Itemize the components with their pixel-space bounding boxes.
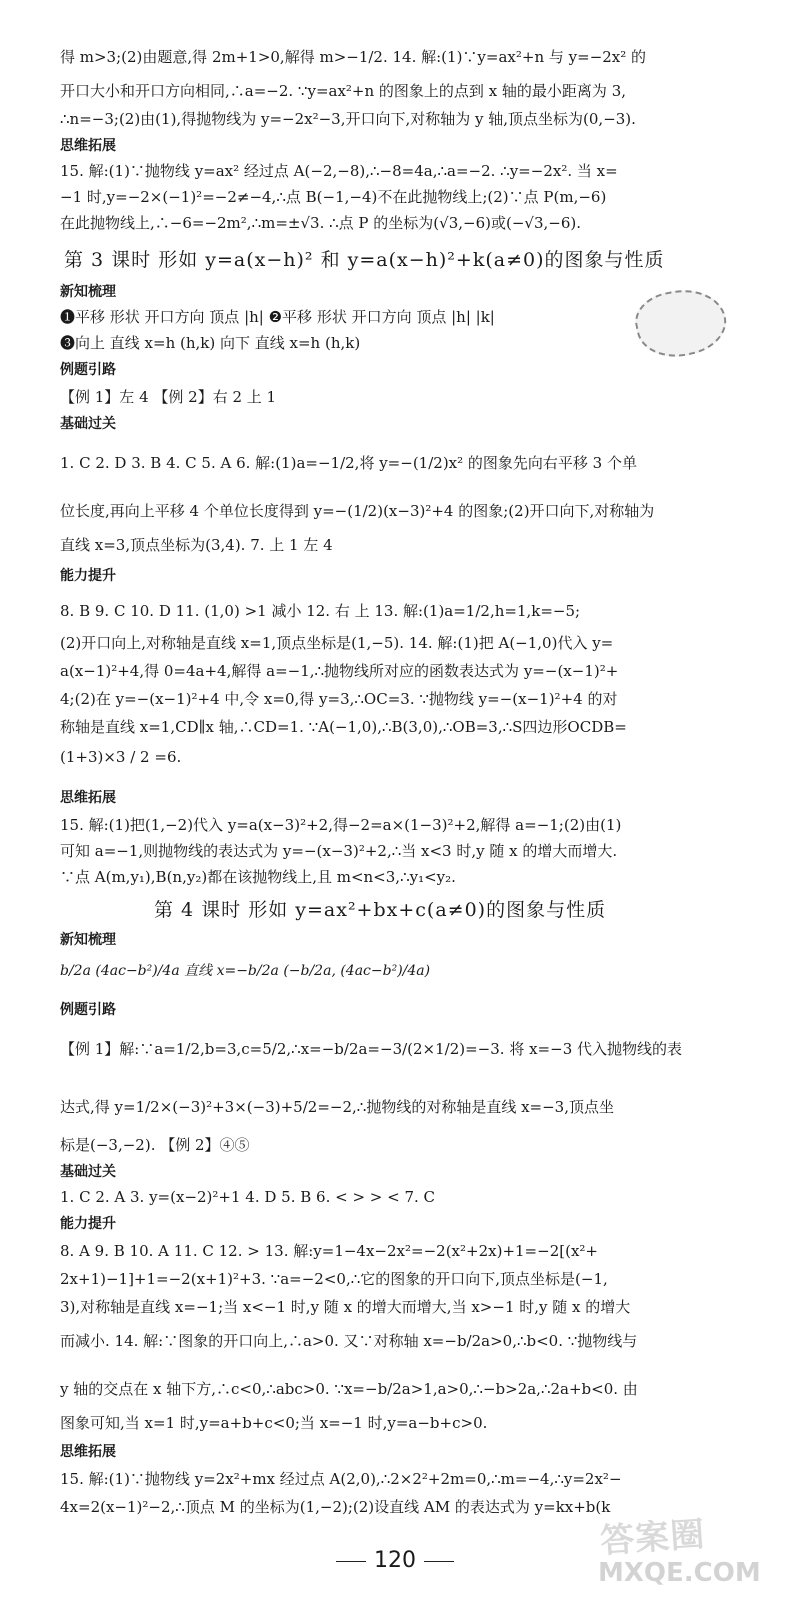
text-line: (2)开口向上,对称轴是直线 x=1,顶点坐标是(1,−5). 14. 解:(1)把 A(−1,0)代入 y= [60, 634, 614, 652]
text-line: 【例 1】左 4 【例 2】右 2 上 1 [60, 388, 277, 406]
section-heading: 基础过关 [60, 1164, 116, 1180]
text-line: ❸向上 直线 x=h (h,k) 向下 直线 x=h (h,k) [60, 334, 361, 352]
text-line: ❶平移 形状 开口方向 顶点 |h| ❷平移 形状 开口方向 顶点 |h| |k| [60, 308, 495, 326]
text-line: 1. C 2. A 3. y=(x−2)²+1 4. D 5. B 6. < > > < 7. C [60, 1188, 436, 1206]
text-line: 可知 a=−1,则抛物线的表达式为 y=−(x−3)²+2,∴当 x<3 时,y 随 x 的增大而增大. [60, 842, 618, 860]
section-heading: 思维拓展 [60, 138, 116, 154]
text-line: 4x=2(x−1)²−2,∴顶点 M 的坐标为(1,−2);(2)设直线 AM 的表达式为 y=kx+b(k [60, 1498, 611, 1516]
page-number-value: 120 [374, 1548, 416, 1573]
section-heading: 能力提升 [60, 1216, 116, 1232]
text-line: (1+3)×3 / 2 =6. [60, 748, 182, 766]
text-line: 8. B 9. C 10. D 11. (1,0) >1 减小 12. 右 上 13. 解:(1)a=1/2,h=1,k=−5; [60, 602, 581, 620]
text-line: 开口大小和开口方向相同,∴a=−2. ∵y=ax²+n 的图象上的点到 x 轴的最小距离为 3, [60, 82, 627, 100]
text-line: 【例 1】解:∵a=1/2,b=3,c=5/2,∴x=−b/2a=−3/(2×1/2)=−3. 将 x=−3 代入抛物线的表 [60, 1040, 683, 1058]
text-line: ∴n=−3;(2)由(1),得抛物线为 y=−2x²−3,开口向下,对称轴为 y 轴,顶点坐标为(0,−3). [60, 110, 636, 128]
text-line: 15. 解:(1)把(1,−2)代入 y=a(x−3)²+2,得−2=a×(1−3)²+2,解得 a=−1;(2)由(1) [60, 816, 622, 834]
text-line: 直线 x=3,顶点坐标为(3,4). 7. 上 1 左 4 [60, 536, 333, 554]
text-line: a(x−1)²+4,得 0=4a+4,解得 a=−1,∴抛物线所对应的函数表达式为 y=−(x−1)²+ [60, 662, 619, 680]
page-number-dash [336, 1561, 366, 1562]
text-line: 15. 解:(1)∵抛物线 y=ax² 经过点 A(−2,−8),∴−8=4a,∴a=−2. ∴y=−2x². 当 x= [60, 162, 618, 180]
text-line: 称轴是直线 x=1,CD∥x 轴,∴CD=1. ∵A(−1,0),∴B(3,0),∴OB=3,∴S四边形OCDB= [60, 718, 627, 736]
watermark-url: MXQE.COM [598, 1558, 761, 1588]
text-line: 得 m>3;(2)由题意,得 2m+1>0,解得 m>−1/2. 14. 解:(1)∵y=ax²+n 与 y=−2x² 的 [60, 48, 647, 66]
text-line: 4;(2)在 y=−(x−1)²+4 中,令 x=0,得 y=3,∴OC=3. ∵抛物线 y=−(x−1)²+4 的对 [60, 690, 618, 708]
text-line: 位长度,再向上平移 4 个单位长度得到 y=−(1/2)(x−3)²+4 的图象;(2)开口向下,对称轴为 [60, 502, 655, 520]
page-number [300, 1548, 490, 1573]
text-line: 2x+1)−1]+1=−2(x+1)²+3. ∵a=−2<0,∴它的图象的开口向下,顶点坐标是(−1, [60, 1270, 608, 1288]
watermark-logo: 答案圈 [598, 1514, 707, 1562]
lesson-title: 第 4 课时 形如 y=ax²+bx+c(a≠0)的图象与性质 [154, 899, 607, 921]
text-line: −1 时,y=−2×(−1)²=−2≠−4,∴点 B(−1,−4)不在此抛物线上;(2)∵点 P(m,−6) [60, 188, 607, 206]
section-heading: 例题引路 [60, 1002, 116, 1018]
text-line: 3),对称轴是直线 x=−1;当 x<−1 时,y 随 x 的增大而增大,当 x>−1 时,y 随 x 的增大 [60, 1298, 631, 1316]
section-heading: 基础过关 [60, 416, 116, 432]
text-line: y 轴的交点在 x 轴下方,∴c<0,∴abc>0. ∵x=−b/2a>1,a>0,∴−b>2a,∴2a+b<0. 由 [60, 1380, 638, 1398]
stamp-image [630, 281, 732, 364]
formula-row: b/2a (4ac−b²)/4a 直线 x=−b/2a (−b/2a, (4ac−b²)/4a) [60, 963, 431, 979]
text-line: 15. 解:(1)∵抛物线 y=2x²+mx 经过点 A(2,0),∴2×2²+2m=0,∴m=−4,∴y=2x²− [60, 1470, 622, 1488]
section-heading: 新知梳理 [60, 932, 116, 948]
section-heading: 能力提升 [60, 568, 116, 584]
text-line: 8. A 9. B 10. A 11. C 12. > 13. 解:y=1−4x−2x²=−2(x²+2x)+1=−2[(x²+ [60, 1242, 598, 1260]
lesson-title: 第 3 课时 形如 y=a(x−h)² 和 y=a(x−h)²+k(a≠0)的图象与性质 [64, 249, 665, 271]
text-line: 而减小. 14. 解:∵图象的开口向上,∴a>0. 又∵对称轴 x=−b/2a>0,∴b<0. ∵抛物线与 [60, 1332, 638, 1350]
page-number-dash [424, 1561, 454, 1562]
section-heading: 例题引路 [60, 362, 116, 378]
text-line: 1. C 2. D 3. B 4. C 5. A 6. 解:(1)a=−1/2,将 y=−(1/2)x² 的图象先向右平移 3 个单 [60, 454, 637, 472]
section-heading: 思维拓展 [60, 790, 116, 806]
text-line: 图象可知,当 x=1 时,y=a+b+c<0;当 x=−1 时,y=a−b+c>0. [60, 1414, 488, 1432]
text-line: 标是(−3,−2). 【例 2】④⑤ [60, 1136, 250, 1154]
section-heading: 新知梳理 [60, 284, 116, 300]
text-line: 在此抛物线上,∴−6=−2m²,∴m=±√3. ∴点 P 的坐标为(√3,−6)或(−√3,−6). [60, 214, 581, 232]
section-heading: 思维拓展 [60, 1444, 116, 1460]
text-line: 达式,得 y=1/2×(−3)²+3×(−3)+5/2=−2,∴抛物线的对称轴是直线 x=−3,顶点坐 [60, 1098, 614, 1116]
text-line: ∵点 A(m,y₁),B(n,y₂)都在该抛物线上,且 m<n<3,∴y₁<y₂. [60, 868, 456, 886]
